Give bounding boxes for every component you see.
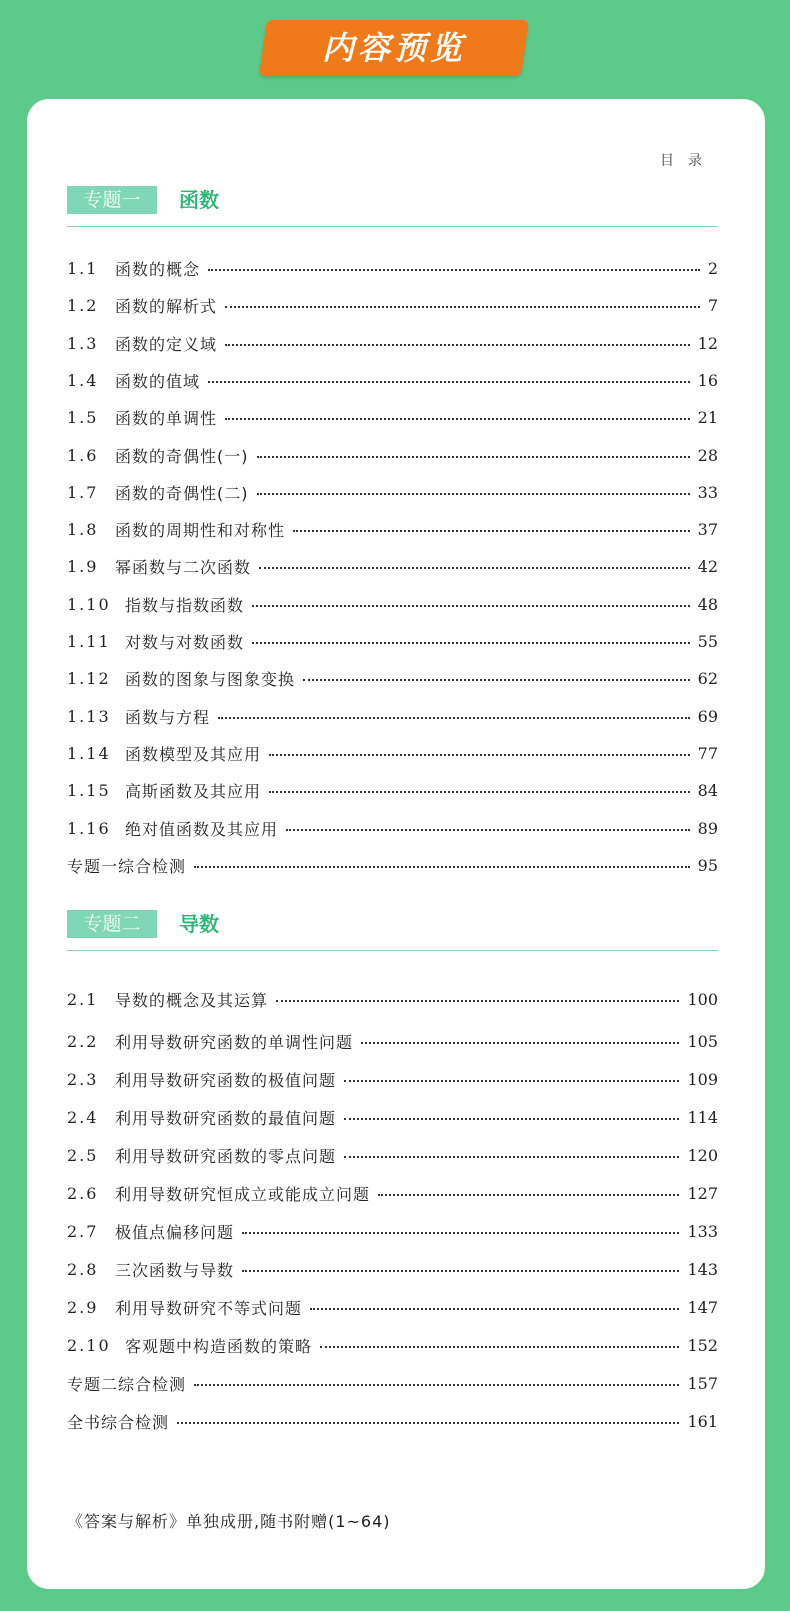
toc-entry-page: 21 (697, 407, 718, 427)
section-header-2 (67, 910, 718, 951)
toc-entry-page: 77 (697, 743, 718, 763)
toc-entry-title: 导数的概念及其运算 (115, 990, 269, 1010)
toc-entry-title: 利用导数研究恒成立或能成立问题 (115, 1184, 371, 1204)
dot-leader (378, 1194, 679, 1196)
section-name: 导数 (179, 912, 219, 936)
toc-entry-page: 28 (697, 445, 718, 465)
toc-entry-page: 95 (697, 855, 718, 875)
dot-leader (344, 1118, 679, 1120)
toc-entry (67, 292, 718, 318)
toc-entry (67, 404, 718, 430)
toc-entry-title: 利用导数研究不等式问题 (115, 1298, 303, 1318)
toc-entry-page: 133 (687, 1221, 718, 1241)
toc-entry-page: 48 (697, 594, 718, 614)
toc-entry-title: 客观题中构造函数的策略 (125, 1336, 313, 1356)
dot-leader (208, 269, 700, 271)
toc-entry-title: 利用导数研究函数的极值问题 (115, 1070, 337, 1090)
toc-entry-page: 109 (687, 1069, 718, 1089)
toc-entry-title: 专题二综合检测 (67, 1374, 187, 1394)
toc-entry-number: 2.9 (67, 1297, 99, 1317)
dot-leader (269, 754, 690, 756)
toc-entry-number: 1.14 (67, 743, 111, 763)
toc-entry-page: 161 (687, 1411, 718, 1431)
section-label: 专题一 (67, 186, 157, 214)
dot-leader (276, 1000, 679, 1002)
toc-entry-page: 7 (707, 295, 718, 315)
banner-title: 内容预览 (321, 29, 466, 67)
toc-entry-title: 三次函数与导数 (115, 1260, 235, 1280)
toc-entry-number: 2.3 (67, 1069, 99, 1089)
toc-entry-page: 89 (697, 818, 718, 838)
dot-leader (225, 344, 690, 346)
toc-entry-number: 1.11 (67, 631, 111, 651)
toc-entry (67, 1332, 718, 1358)
toc-entry-title: 函数的解析式 (115, 296, 218, 316)
toc-entry (67, 255, 718, 281)
toc-entry-page: 100 (687, 989, 718, 1009)
toc-entry-number: 1.9 (67, 556, 99, 576)
toc-entry (67, 516, 718, 542)
toc-entry-number: 2.6 (67, 1183, 99, 1203)
toc-entry-page: 2 (707, 258, 718, 278)
dot-leader (344, 1080, 679, 1082)
dot-leader (344, 1156, 679, 1158)
dot-leader (361, 1042, 679, 1044)
toc-entry-number: 1.6 (67, 445, 99, 465)
toc-entry (67, 479, 718, 505)
toc-entry-title: 函数的图象与图象变换 (125, 669, 296, 689)
toc-entry-title: 利用导数研究函数的单调性问题 (115, 1032, 354, 1052)
toc-entry (67, 442, 718, 468)
toc-entry-number: 1.16 (67, 818, 111, 838)
dot-leader (320, 1346, 679, 1348)
toc-entry-title: 高斯函数及其应用 (125, 781, 262, 801)
toc-entry-title: 函数模型及其应用 (125, 744, 262, 764)
toc-entry-page: 120 (687, 1145, 718, 1165)
dot-leader (303, 679, 690, 681)
toc-entry (67, 1028, 718, 1054)
dot-leader (293, 530, 690, 532)
toc-entry-title: 函数的周期性和对称性 (115, 520, 286, 540)
toc-entry (67, 330, 718, 356)
toc-entry-page: 114 (687, 1107, 718, 1127)
toc-entry-number: 1.10 (67, 594, 111, 614)
toc-card (27, 99, 765, 1589)
toc-entry (67, 1066, 718, 1092)
toc-entry-title: 极值点偏移问题 (115, 1222, 235, 1242)
section-name: 函数 (179, 188, 219, 212)
toc-entry (67, 665, 718, 691)
toc-entry-number: 1.1 (67, 258, 99, 278)
toc-title: 目录 (660, 153, 716, 169)
toc-entry-number: 2.5 (67, 1145, 99, 1165)
toc-entry-number: 1.13 (67, 706, 111, 726)
toc-entry-title: 利用导数研究函数的零点问题 (115, 1146, 337, 1166)
toc-entry-title: 绝对值函数及其应用 (125, 819, 279, 839)
toc-entry (67, 1218, 718, 1244)
toc-entry-number: 1.8 (67, 519, 99, 539)
toc-entry (67, 591, 718, 617)
toc-entry-number: 2.8 (67, 1259, 99, 1279)
dot-leader (225, 418, 690, 420)
toc-entry-number: 2.4 (67, 1107, 99, 1127)
toc-entry-page: 37 (697, 519, 718, 539)
toc-entry (67, 986, 718, 1012)
toc-entry-page: 143 (687, 1259, 718, 1279)
toc-entry-number: 2.10 (67, 1335, 111, 1355)
toc-entry-number: 2.1 (67, 989, 99, 1009)
toc-entry (67, 1408, 718, 1434)
toc-entry-title: 函数与方程 (125, 707, 211, 727)
toc-entry-page: 33 (697, 482, 718, 502)
toc-entry-title: 幂函数与二次函数 (115, 557, 252, 577)
toc-entry (67, 740, 718, 766)
toc-entry (67, 777, 718, 803)
dot-leader (225, 306, 700, 308)
dot-leader (242, 1270, 679, 1272)
toc-entry (67, 1180, 718, 1206)
toc-entry-page: 16 (697, 370, 718, 390)
toc-entry (67, 1370, 718, 1396)
toc-entry (67, 1104, 718, 1130)
toc-entry (67, 1294, 718, 1320)
toc-entry-title: 指数与指数函数 (125, 595, 245, 615)
toc-entry (67, 815, 718, 841)
toc-entry-page: 105 (687, 1031, 718, 1051)
toc-entry-page: 147 (687, 1297, 718, 1317)
dot-leader (242, 1232, 679, 1234)
toc-entry-title: 全书综合检测 (67, 1412, 170, 1432)
toc-entry-number: 1.2 (67, 295, 99, 315)
dot-leader (269, 791, 690, 793)
section-label: 专题二 (67, 910, 157, 938)
toc-entry-number: 1.4 (67, 370, 99, 390)
toc-entry-title: 对数与对数函数 (125, 632, 245, 652)
dot-leader (252, 642, 690, 644)
toc-entry-number: 1.12 (67, 668, 111, 688)
toc-entry-page: 42 (697, 556, 718, 576)
toc-entry-title: 函数的定义域 (115, 334, 218, 354)
footer-note: 《答案与解析》单独成册,随书附赠(1~64) (67, 1512, 391, 1531)
toc-entry-page: 12 (697, 333, 718, 353)
dot-leader (257, 456, 690, 458)
toc-entry-title: 专题一综合检测 (67, 856, 187, 876)
toc-entry-number: 1.7 (67, 482, 99, 502)
toc-entry (67, 1142, 718, 1168)
toc-entry-page: 62 (697, 668, 718, 688)
dot-leader (286, 829, 690, 831)
dot-leader (218, 717, 690, 719)
toc-entry-page: 69 (697, 706, 718, 726)
toc-entry-title: 函数的值域 (115, 371, 201, 391)
toc-entry (67, 852, 718, 878)
toc-entry-page: 127 (687, 1183, 718, 1203)
toc-entry (67, 703, 718, 729)
toc-entry-page: 152 (687, 1335, 718, 1355)
toc-entry-page: 157 (687, 1373, 718, 1393)
toc-entry-number: 1.5 (67, 407, 99, 427)
toc-entry-number: 2.7 (67, 1221, 99, 1241)
toc-entry-title: 函数的概念 (115, 259, 201, 279)
toc-entry-title: 函数的奇偶性(一) (115, 446, 249, 466)
toc-entry (67, 367, 718, 393)
dot-leader (252, 605, 690, 607)
dot-leader (177, 1422, 679, 1424)
toc-entry-page: 55 (697, 631, 718, 651)
toc-entry-title: 利用导数研究函数的最值问题 (115, 1108, 337, 1128)
section-header-1 (67, 186, 718, 227)
toc-entry-title: 函数的奇偶性(二) (115, 483, 249, 503)
dot-leader (310, 1308, 679, 1310)
toc-entry-number: 1.15 (67, 780, 111, 800)
toc-entry (67, 1256, 718, 1282)
dot-leader (194, 1384, 679, 1386)
dot-leader (208, 381, 690, 383)
toc-entry-number: 1.3 (67, 333, 99, 353)
toc-entry (67, 628, 718, 654)
dot-leader (194, 866, 690, 868)
toc-entry-number: 2.2 (67, 1031, 99, 1051)
dot-leader (257, 493, 690, 495)
toc-entry-page: 84 (697, 780, 718, 800)
dot-leader (259, 567, 690, 569)
toc-entry (67, 553, 718, 579)
toc-entry-title: 函数的单调性 (115, 408, 218, 428)
